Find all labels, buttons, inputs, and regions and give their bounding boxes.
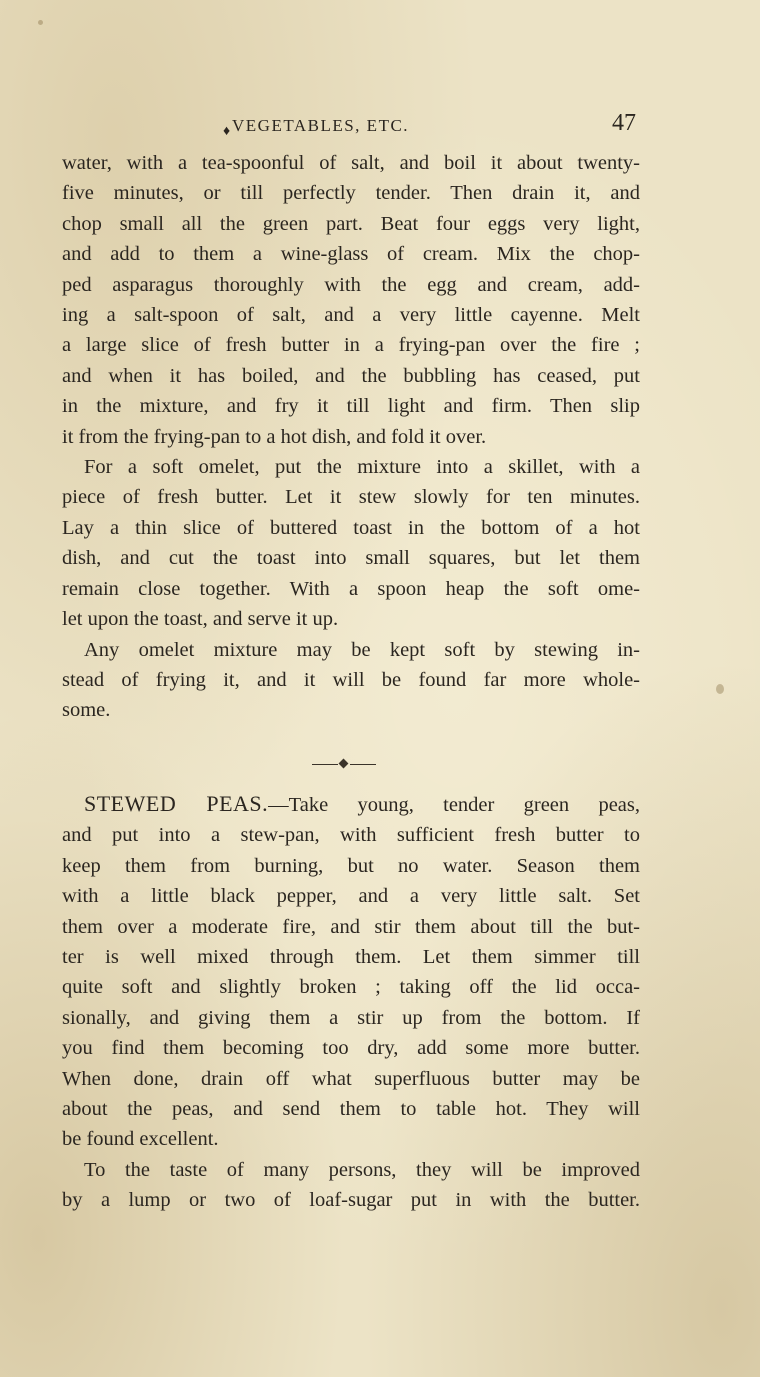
text-line: them over a moderate fire, and stir them about till the but- [62, 915, 640, 938]
text-line: sionally, and giving them a stir up from the bottom. If [62, 1006, 640, 1029]
text-line: you find them becoming too dry, add some more butter. [62, 1037, 640, 1060]
text-line: let upon the toast, and serve it up. [62, 608, 339, 631]
text-line: and when it has boiled, and the bubbling has ceased, put [62, 364, 640, 387]
text-line: Lay a thin slice of buttered toast in the bottom of a hot [62, 516, 640, 539]
text-line [62, 789, 640, 820]
divider-rule [312, 764, 338, 765]
text-line: about the peas, and send them to table hot. They will [62, 1098, 640, 1121]
text-line: keep them from burning, but no water. Season them [62, 854, 640, 877]
printer-mark-icon: ♦ [223, 124, 231, 139]
text-line: ped asparagus thoroughly with the egg and cream, add- [62, 273, 640, 296]
text-line: be found excellent. [62, 1128, 219, 1151]
ink-stain [716, 684, 724, 694]
asparagus-omelet-text [62, 148, 640, 726]
text-line: water, with a tea-spoonful of salt, and boil it about twenty- [62, 152, 640, 174]
text-line: with a little black pepper, and a very little salt. Set [62, 885, 640, 908]
text-line: stead of frying it, and it will be found far more whole- [62, 668, 640, 691]
text-line: For a soft omelet, put the mixture into a skillet, with a [84, 456, 640, 479]
running-head [0, 110, 760, 140]
text-line: piece of fresh butter. Let it stew slowly for ten minutes. [62, 486, 640, 509]
text-line: and put into a stew-pan, with sufficient fresh butter to [62, 824, 640, 847]
running-title: VEGETABLES, ETC. [232, 116, 410, 135]
divider-diamond-icon [339, 759, 349, 769]
text-line: in the mixture, and fry it till light and firm. Then slip [62, 395, 640, 418]
text-line: and add to them a wine-glass of cream. Mix the chop- [62, 243, 640, 266]
text-line: quite soft and slightly broken ; taking off the lid occa- [62, 976, 640, 999]
text-line: five minutes, or till perfectly tender. Then drain it, and [62, 182, 640, 205]
text-line: ter is well mixed through them. Let them simmer till [62, 946, 640, 969]
page-number: 47 [612, 110, 636, 136]
text-line: it from the frying-pan to a hot dish, and fold it over. [62, 425, 487, 448]
text-line: some. [62, 699, 111, 722]
text-line: a large slice of fresh butter in a frying-pan over the fire ; [62, 334, 640, 357]
text-line-fragment: —Take young, tender green peas, [268, 794, 640, 816]
text-line: remain close together. With a spoon heap the soft ome- [62, 577, 640, 600]
text-line: chop small all the green part. Beat four eggs very light, [62, 212, 640, 235]
text-line: dish, and cut the toast into small squares, but let them [62, 547, 640, 570]
stewed-peas-text [62, 789, 640, 1216]
text-line: ing a salt-spoon of salt, and a very little cayenne. Melt [62, 304, 640, 327]
text-line: by a lump or two of loaf-sugar put in with the butter. [62, 1189, 640, 1212]
text-line: When done, drain off what superfluous butter may be [62, 1067, 640, 1090]
divider-rule [350, 764, 376, 765]
section-divider [312, 758, 376, 770]
ink-stain [38, 20, 43, 25]
text-line: To the taste of many persons, they will be improved [84, 1158, 640, 1181]
recipe-heading: STEWED PEAS. [84, 791, 269, 816]
text-line: Any omelet mixture may be kept soft by stewing in- [84, 638, 640, 661]
